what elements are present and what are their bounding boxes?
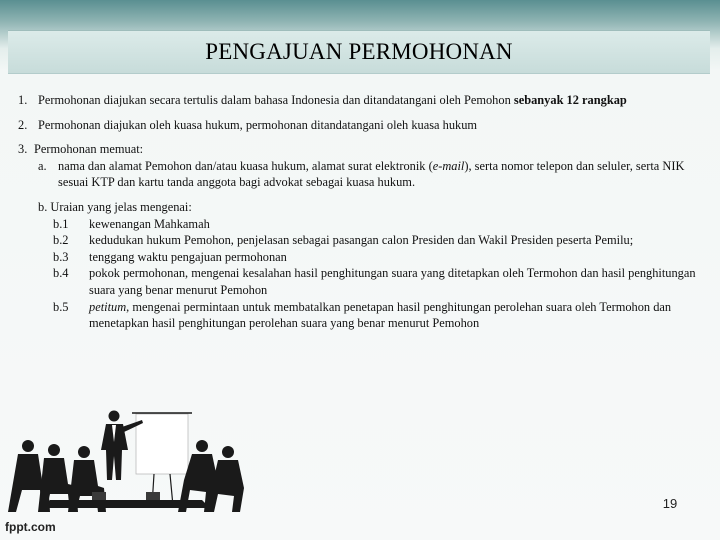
list-number: 2.: [18, 117, 28, 132]
sub-item-b: [38, 199, 708, 332]
point-text: kewenangan Mahkamah: [89, 216, 210, 231]
petitum-term: petitum: [89, 299, 127, 314]
point-text: , mengenai permintaan untuk membatalkan penetapan hasil penghitungan perolehan suara oleh Termohon dan menetapkan hasil penghitungan perolehan suara yang benar menurut Pemohon: [89, 299, 672, 331]
list-item-2: [18, 117, 708, 134]
point-label: b.4: [53, 266, 69, 281]
sub-item-text: nama dan alamat Pemohon dan/atau kuasa hukum, alamat surat elektronik (: [58, 158, 433, 173]
point-label: b.3: [53, 249, 69, 264]
sub-item-text-continued: ), serta nomor telepon dan seluler, serta NIK sesuai KTP dan kartu tanda anggota bagi advokat sebagai kuasa hukum.: [58, 158, 685, 190]
list-item-bold-text: sebanyak 12 rangkap: [513, 93, 627, 107]
slide-content: [18, 92, 708, 332]
point-label: b.5: [53, 299, 69, 314]
point-b2: [38, 232, 708, 249]
list-number: 1.: [18, 93, 28, 107]
title-bar: [8, 30, 710, 73]
sub-item-b-heading: b. Uraian yang jelas mengenai:: [38, 199, 192, 214]
point-text: kedudukan hukum Pemohon, penjelasan sebagai pasangan calon Presiden dan Wakil Presiden peserta Pemilu;: [89, 233, 634, 248]
point-label: b.1: [53, 216, 69, 231]
presentation-illustration: [6, 400, 246, 520]
email-term: e-mail: [432, 158, 465, 173]
page-number: 19: [662, 496, 678, 511]
point-b4: [38, 265, 708, 298]
point-b3: [38, 249, 708, 266]
brand-footer: fppt.com: [5, 520, 56, 534]
page-title: PENGAJUAN PERMOHONAN: [205, 39, 513, 64]
list-item-text: Permohonan memuat:: [34, 142, 144, 157]
point-text: tenggang waktu pengajuan permohonan: [89, 249, 287, 264]
point-b1: [38, 216, 708, 233]
sub-item-a: [38, 158, 708, 191]
list-item-1: [18, 92, 708, 109]
sub-item-label: a.: [38, 158, 47, 173]
point-b5: [38, 299, 708, 332]
list-number: 3.: [18, 142, 28, 157]
point-label: b.2: [53, 233, 69, 248]
list-item-text: Permohonan diajukan oleh kuasa hukum, permohonan ditandatangani oleh kuasa hukum: [38, 117, 478, 132]
list-item-3: [18, 141, 708, 158]
list-item-text: Permohonan diajukan secara tertulis dalam bahasa Indonesia dan ditandatangani oleh Pemohon: [38, 93, 514, 107]
point-text: pokok permohonan, mengenai kesalahan hasil penghitungan suara yang ditetapkan oleh Termohon dan hasil penghitungan suara yang benar menurut Pemohon: [89, 266, 696, 297]
